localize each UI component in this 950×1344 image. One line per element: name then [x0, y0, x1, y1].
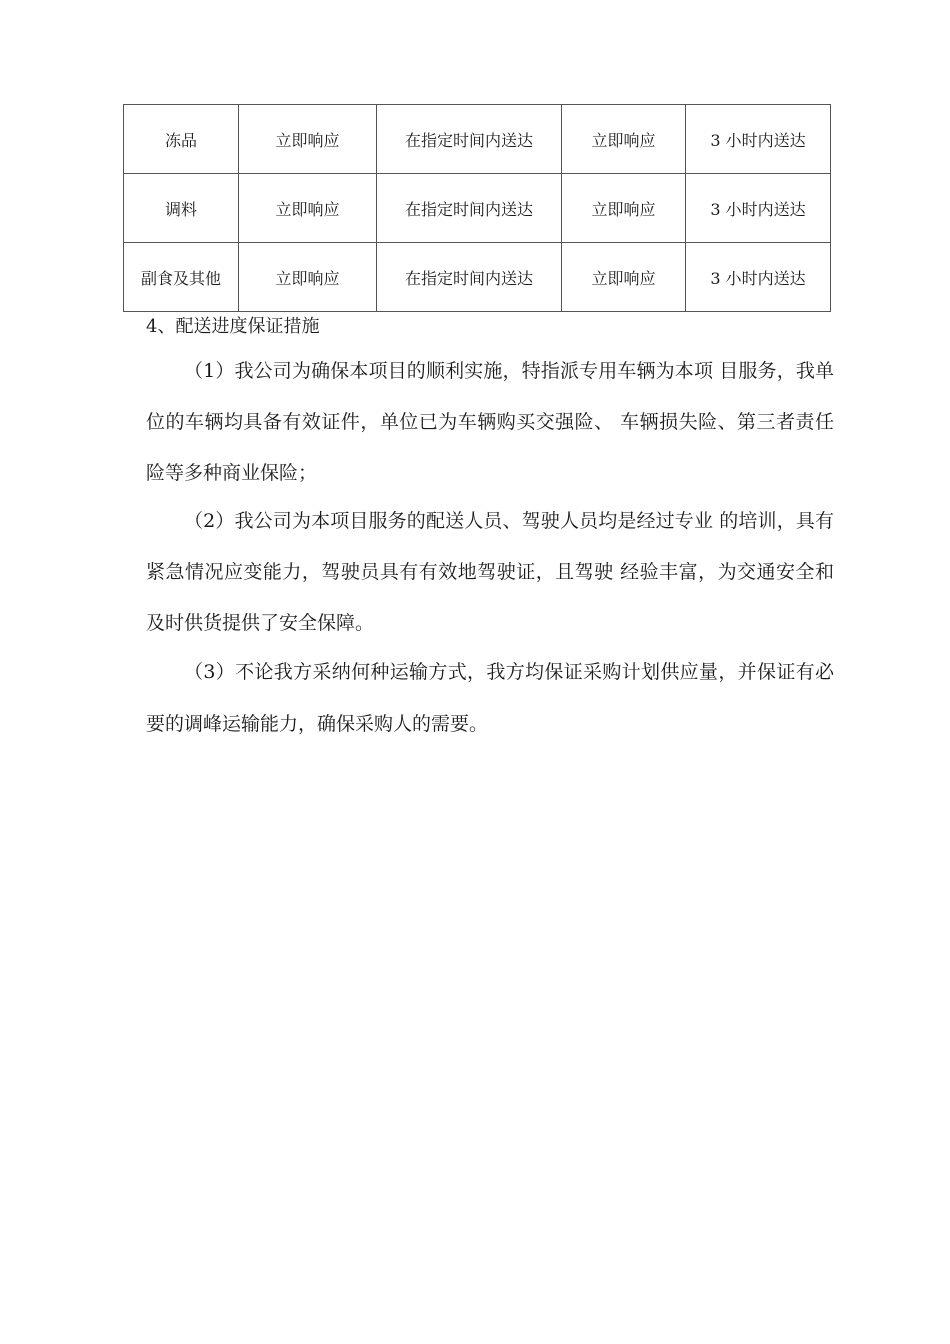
table-row: [124, 105, 831, 174]
table-cell: 立即响应: [239, 243, 377, 312]
table-cell: 副食及其他: [124, 243, 239, 312]
paragraph-1: （1）我公司为确保本项目的顺利实施，特指派专用车辆为本项 目服务，我单位的车辆均具备有效证件，单位已为车辆购买交强险、 车辆损失险、第三者责任险等多种商业保险；: [146, 360, 834, 484]
table-cell: 3 小时内送达: [686, 174, 831, 243]
table-cell: 3 小时内送达: [686, 243, 831, 312]
delivery-table: [123, 104, 831, 312]
table-cell: 冻品: [124, 105, 239, 174]
section-heading: 4、配送进度保证措施: [146, 316, 320, 337]
table-row: [124, 174, 831, 243]
table-cell: 立即响应: [562, 174, 686, 243]
table-cell: 调料: [124, 174, 239, 243]
paragraph-3: （3）不论我方采纳何种运输方式，我方均保证采购计划供应量，并保证有必要的调峰运输能力，确保采购人的需要。: [146, 661, 834, 735]
table-cell: 立即响应: [562, 105, 686, 174]
table-cell: 在指定时间内送达: [377, 174, 562, 243]
table-cell: 立即响应: [562, 243, 686, 312]
table-cell: 立即响应: [239, 174, 377, 243]
table-row: [124, 243, 831, 312]
paragraph-2: （2）我公司为本项目服务的配送人员、驾驶人员均是经过专业 的培训，具有紧急情况应变能力，驾驶员具有有效地驾驶证，且驾驶 经验丰富，为交通安全和及时供货提供了安全保障。: [146, 510, 834, 634]
table-cell: 3 小时内送达: [686, 105, 831, 174]
table-cell: 立即响应: [239, 105, 377, 174]
table-cell: 在指定时间内送达: [377, 105, 562, 174]
table-cell: 在指定时间内送达: [377, 243, 562, 312]
